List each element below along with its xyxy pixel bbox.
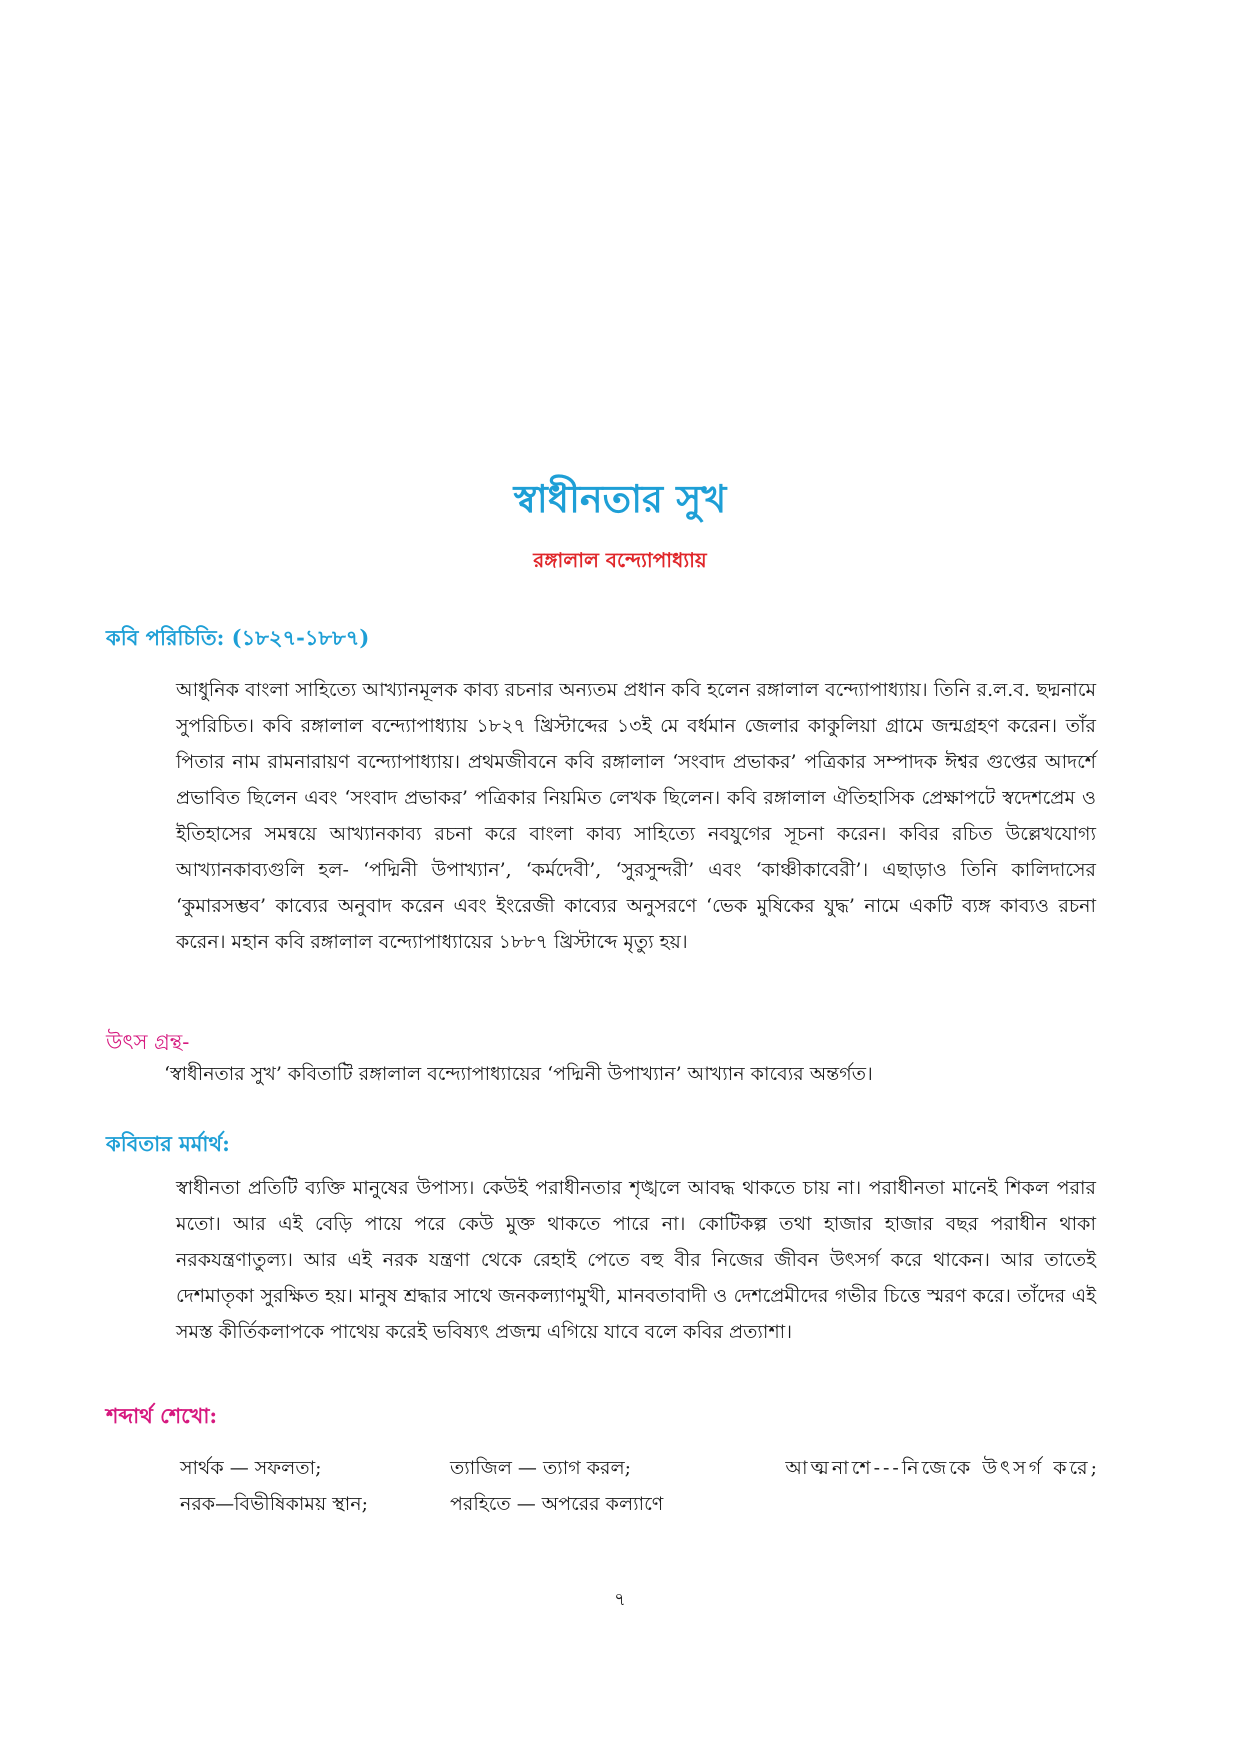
glossary-entry bbox=[730, 1486, 1100, 1522]
glossary-entry: নরক—বিভীষিকাময় স্থান; bbox=[180, 1493, 369, 1515]
source-heading: উৎস গ্রন্থ- bbox=[106, 1030, 190, 1054]
poem-title: স্বাধীনতার সুখ bbox=[513, 476, 727, 521]
poem-author: রঙ্গালাল বন্দ্যোপাধ্যায় bbox=[533, 548, 707, 572]
poet-intro-heading: কবি পরিচিতি: (১৮২৭-১৮৮৭) bbox=[106, 625, 370, 650]
glossary-row bbox=[180, 1486, 1100, 1522]
glossary-entry: পরহিতে — অপরের কল্যাণে bbox=[450, 1493, 664, 1515]
essence-heading: কবিতার মর্মার্থ: bbox=[106, 1131, 230, 1156]
glossary-entry: আত্মনাশে---নিজেকে উৎসর্গ করে; bbox=[785, 1457, 1100, 1479]
essence-text: স্বাধীনতা প্রতিটি ব্যক্তি মানুষের উপাস্য। কেউই পরাধীনতার শৃঙ্খলে আবদ্ধ থাকতে চায় না। পরাধীনতা মানেই শিকল পরার মতো। আর এই বেড়ি পায়ে পরে কেউ মুক্ত থাকতে পারে না। কোটিকল্প তথা হাজার হাজার বছর পরাধীন থাকা নরকযন্ত্রণাতুল্য। আর এই নরক যন্ত্রণা থেকে রেহাই পেতে বহু বীর নিজের জীবন উৎসর্গ করে থাকেন। আর তাতেই দেশমাতৃকা সুরক্ষিত হয়। মানুষ শ্রদ্ধার সাথে জনকল্যাণমুখী, মানবতাবাদী ও দেশপ্রেমীদের গভীর চিত্তে স্মরণ করে। তাঁদের এই সমস্ত কীর্তিকলাপকে পাথেয় করেই ভবিষ্যৎ প্রজন্ম এগিয়ে যাবে বলে কবির প্রত্যাশা। bbox=[176, 1177, 1096, 1343]
glossary-entry: ত্যাজিল — ত্যাগ করল; bbox=[450, 1457, 632, 1479]
poet-intro-text: আধুনিক বাংলা সাহিত্যে আখ্যানমূলক কাব্য রচনার অন্যতম প্রধান কবি হলেন রঙ্গালাল বন্দ্যোপাধ্যায়। তিনি র.ল.ব. ছদ্মনামে সুপরিচিত। কবি রঙ্গালাল বন্দ্যোপাধ্যায় ১৮২৭ খ্রিস্টাব্দের ১৩ই মে বর্ধমান জেলার কাকুলিয়া গ্রামে জন্মগ্রহণ করেন। তাঁর পিতার নাম রামনারায়ণ বন্দ্যোপাধ্যায়। প্রথমজীবনে কবি রঙ্গালাল ‘সংবাদ প্রভাকর’ পত্রিকার সম্পাদক ঈশ্বর গুপ্তের আদর্শে প্রভাবিত ছিলেন এবং ‘সংবাদ প্রভাকর’ পত্রিকার নিয়মিত লেখক ছিলেন। কবি রঙ্গালাল ঐতিহাসিক প্রেক্ষাপটে স্বদেশপ্রেম ও ইতিহাসের সমন্বয়ে আখ্যানকাব্য রচনা করে বাংলা কাব্য সাহিত্যে নবযুগের সূচনা করেন। কবির রচিত উল্লেখযোগ্য আখ্যানকাব্যগুলি হল- ‘পদ্মিনী উপাখ্যান’, ‘কর্মদেবী’, ‘সুরসুন্দরী’ এবং ‘কাঞ্চীকাবেরী’। এছাড়াও তিনি কালিদাসের ‘কুমারসম্ভব’ কাব্যের অনুবাদ করেন এবং ইংরেজী কাব্যের অনুসরণে ‘ভেক মুষিকের যুদ্ধ’ নামে একটি ব্যঙ্গ কাব্যও রচনা করেন। মহান কবি রঙ্গালাল বন্দ্যোপাধ্যায়ের ১৮৮৭ খ্রিস্টাব্দে মৃত্যু হয়। bbox=[176, 679, 1096, 953]
page-number: ৭ bbox=[614, 1589, 626, 1610]
source-text: ‘স্বাধীনতার সুখ’ কবিতাটি রঙ্গালাল বন্দ্যোপাধ্যায়ের ‘পদ্মিনী উপাখ্যান’ আখ্যান কাব্যের অন্তর্গত। bbox=[164, 1063, 873, 1085]
glossary-row bbox=[180, 1450, 1100, 1486]
glossary-list bbox=[180, 1450, 1100, 1522]
glossary-entry: সার্থক — সফলতা; bbox=[180, 1457, 322, 1479]
glossary-heading: শব্দার্থ শেখো: bbox=[106, 1403, 218, 1428]
